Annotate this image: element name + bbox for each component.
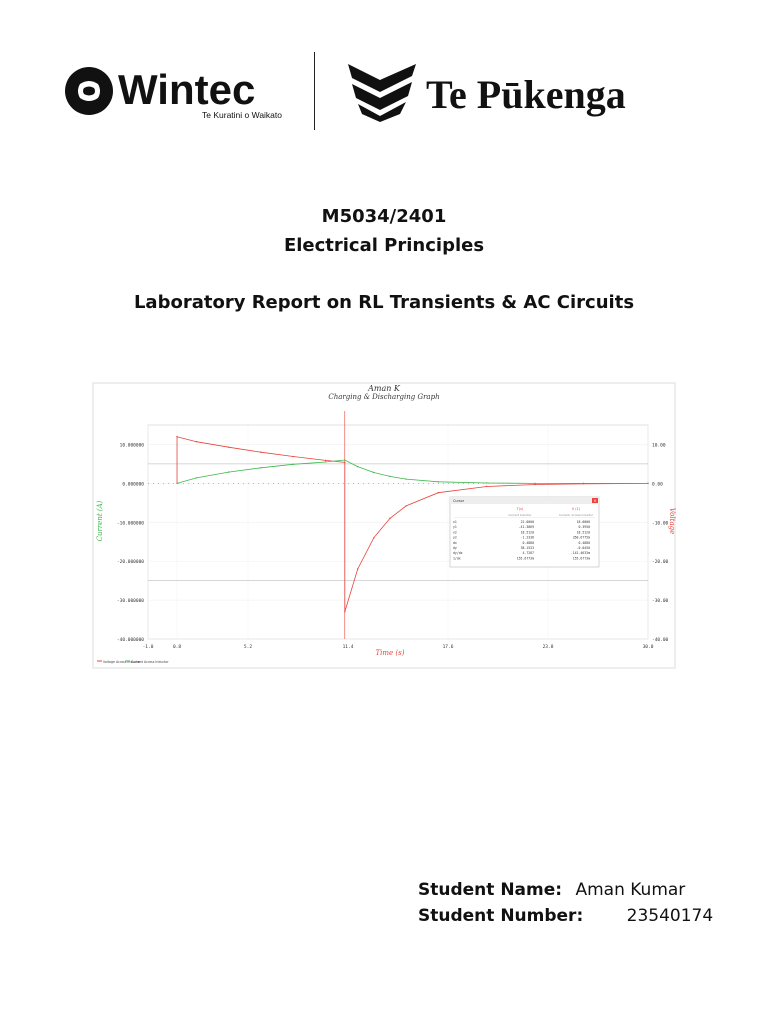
chart-legend xyxy=(97,660,169,664)
cursor-row-value: 38.1533 xyxy=(520,546,534,550)
report-title: Laboratory Report on RL Transients & AC Circuits xyxy=(133,292,635,313)
close-icon: × xyxy=(593,498,597,503)
y2-tick-label: -30.00 xyxy=(652,599,669,605)
y-tick-label: 0.000000 xyxy=(122,482,144,488)
cursor-row-value: 350.6775m xyxy=(572,535,590,540)
y2-tick-label: 0.00 xyxy=(652,482,663,488)
legend-label: Current Across Inductor xyxy=(131,660,169,664)
x-tick-label: 30.0 xyxy=(642,645,654,650)
series-point xyxy=(486,486,487,487)
series-point xyxy=(344,462,345,463)
y2-tick-label: -10.00 xyxy=(652,521,669,527)
chart-subtitle: Charging & Discharging Graph xyxy=(328,393,440,401)
x-tick-label: 11.4 xyxy=(342,645,354,650)
series-point xyxy=(438,481,439,482)
cursor-row-value: 0.3950 xyxy=(578,525,590,530)
x-axis-label: Time (s) xyxy=(375,649,405,657)
series-point xyxy=(228,446,229,447)
series-point xyxy=(260,467,261,468)
series-point xyxy=(438,492,439,493)
transient-chart xyxy=(93,383,675,668)
series-point xyxy=(357,568,358,569)
course-code: M5034/2401 xyxy=(321,206,447,227)
series-point xyxy=(486,482,487,483)
wintec-wordmark: Wintec xyxy=(118,66,256,113)
cursor-row-value: -41.3869 xyxy=(518,525,534,530)
student-name-label: Student Name: xyxy=(418,880,563,900)
series-point xyxy=(357,466,358,467)
y2-tick-label: -20.00 xyxy=(652,560,669,566)
wintec-emblem-icon xyxy=(65,67,113,115)
series-point xyxy=(344,611,345,612)
logo-divider xyxy=(314,52,315,130)
student-number-label: Student Number: xyxy=(418,906,584,926)
y-tick-label: -40.000000 xyxy=(116,638,144,643)
cursor-panel-title: Cursor xyxy=(453,499,465,503)
tepukenga-logo xyxy=(346,60,666,124)
cursor-subcolumn-header: Current, Across Inductor xyxy=(559,513,593,517)
series-point xyxy=(405,505,406,506)
cursor-row-label: y1 xyxy=(453,525,457,530)
cursor-column-header: T(s) xyxy=(516,507,524,511)
x-tick-label: 0.8 xyxy=(172,645,182,650)
cursor-subcolumn-header: Current Inductor xyxy=(508,513,532,517)
cursor-row-label: x2 xyxy=(453,530,457,535)
course-name: Electrical Principles xyxy=(283,235,485,256)
student-number-row xyxy=(418,906,713,926)
series-point xyxy=(344,459,345,460)
cursor-panel[interactable] xyxy=(450,497,599,567)
series-point xyxy=(325,460,326,461)
series-point xyxy=(260,452,261,453)
chart-title: Aman K xyxy=(368,384,400,393)
cursor-row-value: 18.0000 xyxy=(576,520,590,524)
series-point xyxy=(196,441,197,442)
series-point xyxy=(583,483,584,484)
cursor-row-label: 1/dx xyxy=(453,556,461,561)
cursor-row-value: -1.2336 xyxy=(520,535,534,540)
y2-tick-label: 10.00 xyxy=(652,443,666,449)
legend-label: Voltage Across Inductor xyxy=(103,660,141,664)
series-point xyxy=(196,477,197,478)
series-point xyxy=(534,483,535,484)
cursor-row-value: 4.7287 xyxy=(522,551,534,556)
y-tick-label: -20.000000 xyxy=(116,560,144,566)
y2-tick-label: -40.00 xyxy=(652,638,669,643)
series-point xyxy=(292,456,293,457)
series-point xyxy=(373,537,374,538)
cursor-panel-titlebar xyxy=(450,497,599,504)
series-point xyxy=(325,461,326,462)
x-tick-label: 17.6 xyxy=(442,645,454,650)
series-point xyxy=(292,464,293,465)
x-tick-label: -1.0 xyxy=(142,645,154,650)
cursor-row-value: 0.4880 xyxy=(522,540,534,545)
cursor-row-label: dx xyxy=(453,540,457,545)
cursor-row-value: 155.6773m xyxy=(516,556,534,561)
cursor-row-value: 22.0000 xyxy=(520,520,534,524)
y-tick-label: 10.000000 xyxy=(119,443,144,449)
cursor-row-label: dy/dx xyxy=(453,551,463,556)
series-point xyxy=(373,472,374,473)
y-axis-label: Current (A) xyxy=(96,500,104,542)
cursor-row-label: y2 xyxy=(453,535,457,540)
series-point xyxy=(405,478,406,479)
cursor-row-value: -0.0450 xyxy=(576,546,590,550)
wintec-logo xyxy=(58,60,288,124)
tepukenga-wordmark: Te Pūkenga xyxy=(426,72,626,117)
cursor-row-value: 0.4880 xyxy=(578,540,590,545)
cursor-column-header: V (1) xyxy=(571,507,581,511)
wintec-subtitle: Te Kuratini o Waikato xyxy=(202,110,282,120)
student-name-row xyxy=(418,880,685,900)
series-point xyxy=(228,471,229,472)
y-tick-label: -30.000000 xyxy=(116,599,144,605)
y2-axis-label: Voltage xyxy=(668,507,676,535)
y-tick-label: -10.000000 xyxy=(116,521,144,527)
series-point xyxy=(647,483,648,484)
cursor-row-value: 155.6773m xyxy=(572,556,590,561)
cursor-row-value: -142.4633m xyxy=(570,551,590,556)
x-tick-label: 5.2 xyxy=(243,645,253,650)
student-name-value: Aman Kumar xyxy=(575,880,686,900)
student-number-value: 23540174 xyxy=(626,906,714,926)
cursor-row-label: x1 xyxy=(453,520,457,524)
cursor-row-label: dy xyxy=(453,546,457,550)
cursor-row-value: 18.5120 xyxy=(520,530,534,535)
series-point xyxy=(389,476,390,477)
cursor-row-value: 18.5120 xyxy=(576,530,590,535)
x-tick-label: 23.8 xyxy=(542,645,554,650)
series-point xyxy=(389,518,390,519)
tepukenga-emblem-icon xyxy=(348,64,416,122)
